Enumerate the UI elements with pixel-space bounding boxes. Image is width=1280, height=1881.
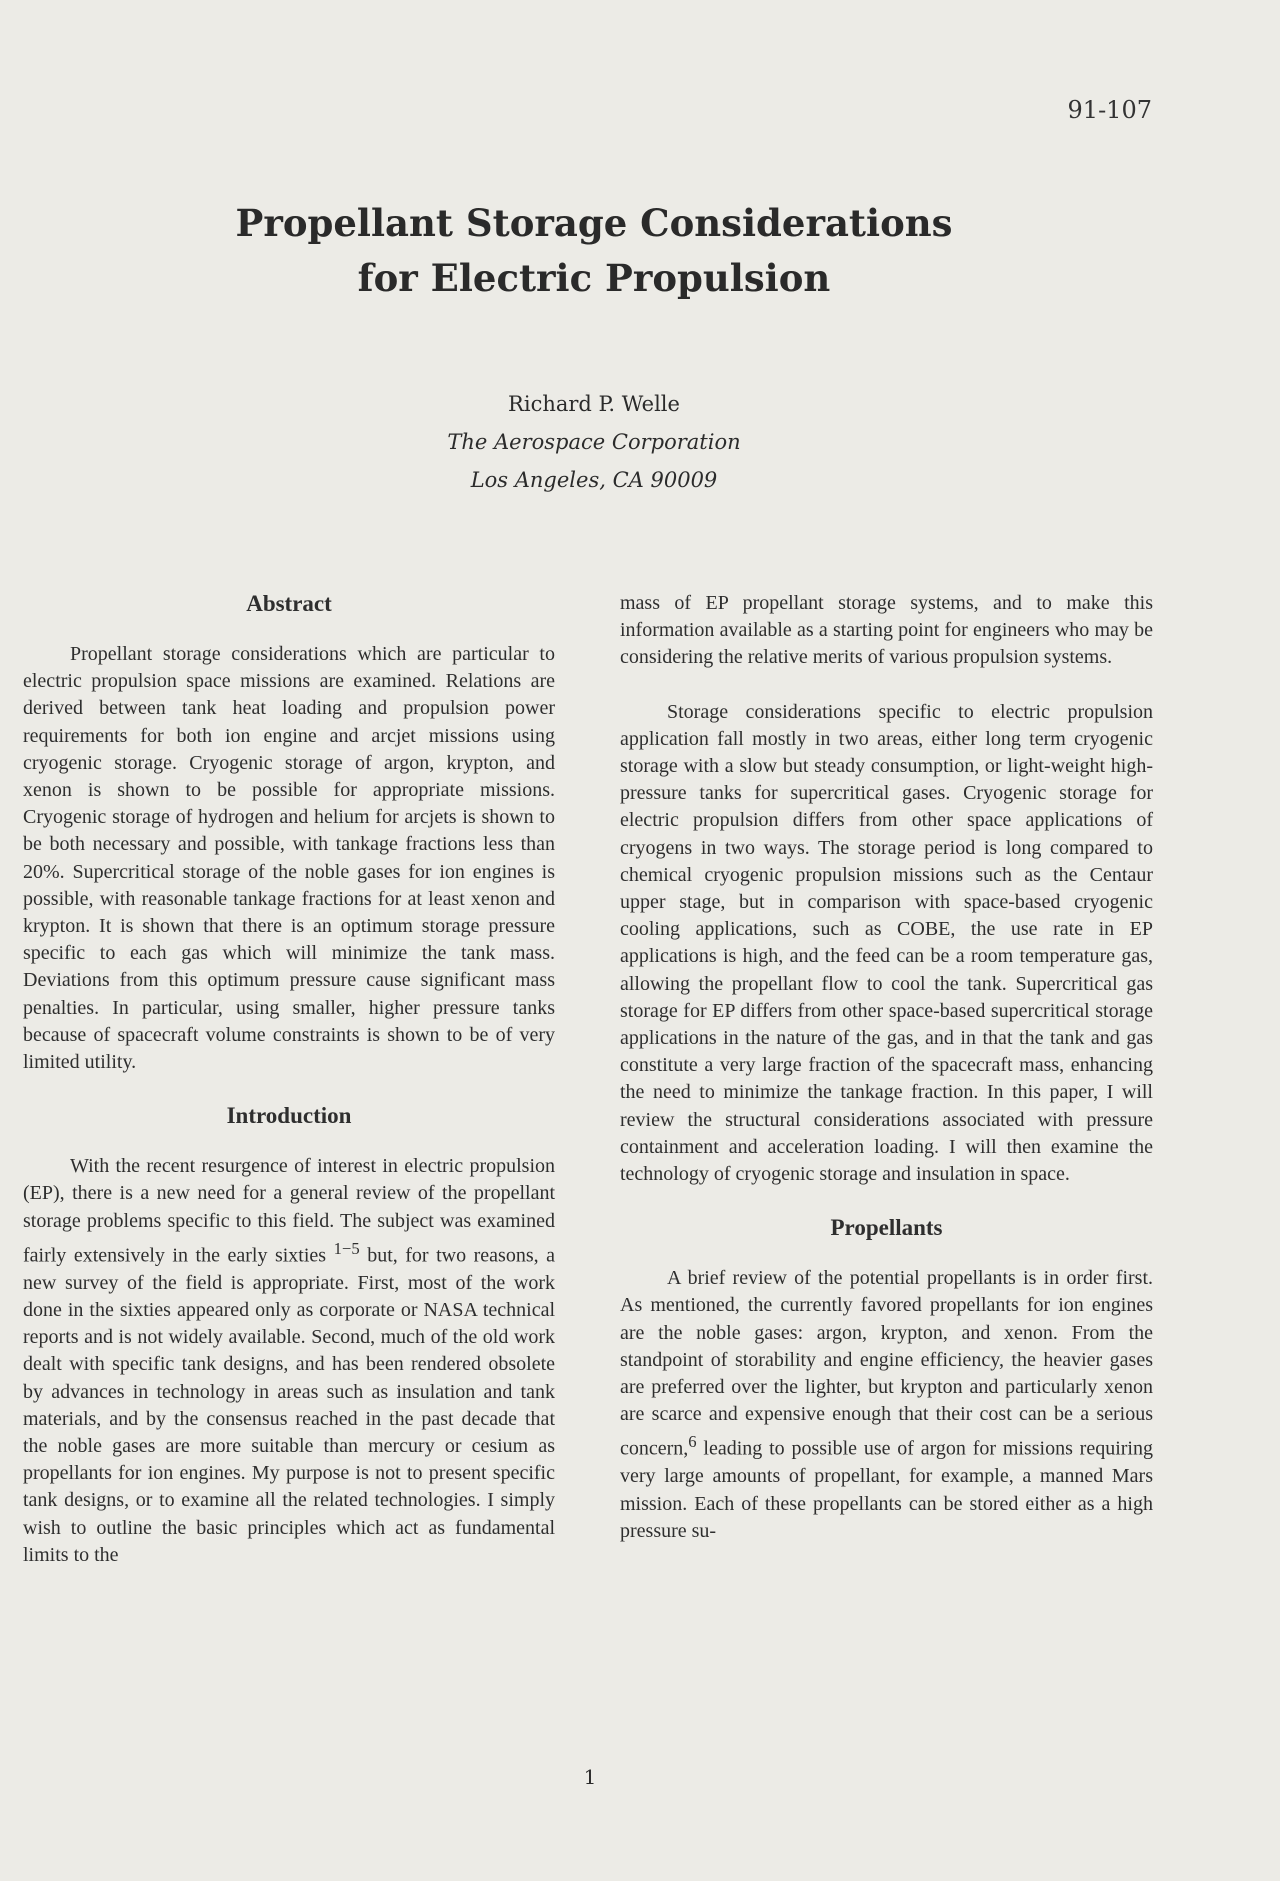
intro-p1-text-a: With the recent resurgence of interest in electric propulsion (EP), there is a new need for a general review of the propellant storage problems specific to this field. The subject was examined fairly extensively in the early sixties xyxy=(23,1155,555,1267)
author-block xyxy=(0,385,1188,499)
propellants-paragraph-1 xyxy=(620,1265,1153,1545)
title-line-2: for Electric Propulsion xyxy=(357,256,831,300)
intro-p1-text-b: but, for two reasons, a new survey of the field is appropriate. First, most of the work done in the sixties appeared only as corporate or NASA technical reports and is not widely available. Second, much of the old work dealt with specific tank designs, and has been rendered obsolete by advances in technology in areas such as insulation and tank materials, and by the consensus reached in the past decade that the noble gases are more suitable than mercury or cesium as propellants for ion engines. My purpose is not to present specific tank designs, or to examine all the related technologies. I simply wish to outline the basic principles which act as fundamental limits to the xyxy=(23,1244,556,1566)
paper-number: 91-107 xyxy=(1067,96,1152,124)
introduction-paragraph-2: Storage considerations specific to electric propulsion application fall mostly in two areas, either long term cryogenic storage with a slow but steady consumption, or light-weight high-pressure tanks for supercritical gases. Cryogenic storage for electric propulsion differs from other space applications of cryogens in two ways. The storage period is long compared to chemical cryogenic propulsion missions such as the Centaur upper stage, but in comparison with space-based cryogenic cooling applications, such as COBE, the use rate in EP applications is high, and the feed can be a room temperature gas, allowing the propellant flow to cool the tank. Supercritical gas storage for EP differs from other space-based supercritical storage applications in the nature of the gas, and in that the tank and gas constitute a very large fraction of the spacecraft mass, enhancing the need to minimize the tankage fraction. In this paper, I will review the structural considerations associated with pressure containment and acceleration loading. I will then examine the technology of cryogenic storage and insulation in space. xyxy=(620,700,1153,1186)
page-number: 1 xyxy=(583,1765,597,1789)
right-column xyxy=(620,590,1153,1545)
introduction-paragraph-1-continued: mass of EP propellant storage systems, and to make this information available as a starting point for engineers who may be considering the relative merits of various propulsion systems. xyxy=(620,592,1153,669)
left-column xyxy=(23,590,555,1569)
paper-title xyxy=(0,196,1188,306)
abstract-text: Propellant storage considerations which are particular to electric propulsion space missions are examined. Relations are derived between tank heat loading and propulsion power requirements for both ion engine and arcjet missions using cryogenic storage. Cryogenic storage of argon, krypton, and xenon is shown to be possible for appropriate missions. Cryogenic storage of hydrogen and helium for arcjets is shown to be both necessary and possible, with tankage fractions less than 20%. Supercritical storage of the noble gases for ion engines is possible, with reasonable tankage fractions for at least xenon and krypton. It is shown that there is an optimum storage pressure specific to each gas which will minimize the tank mass. Deviations from this optimum pressure cause significant mass penalties. In particular, using smaller, higher pressure tanks because of spacecraft volume constraints is shown to be of very limited utility. xyxy=(23,643,555,1074)
prop-p1-text-b: leading to possible use of argon for missions requiring very large amounts of propellant, for example, a manned Mars mission. Each of these propellants can be stored either as a high pressure su- xyxy=(620,1438,1153,1542)
prop-citation: 6 xyxy=(688,1432,697,1452)
author-organization: The Aerospace Corporation xyxy=(447,430,741,454)
abstract-heading: Abstract xyxy=(246,591,332,616)
title-line-1: Propellant Storage Considerations xyxy=(235,201,953,245)
introduction-heading: Introduction xyxy=(226,1103,352,1129)
propellants-heading: Propellants xyxy=(830,1215,943,1241)
author-location: Los Angeles, CA 90009 xyxy=(470,468,718,492)
prop-p1-text-a: A brief review of the potential propellants is in order first. As mentioned, the currently favored propellants for ion engines are the noble gases: argon, krypton, and xenon. From the standpoint of storability and engine efficiency, the heavier gases are preferred over the lighter, but krypton and particularly xenon are scarce and expensive enough that their cost can be a serious concern, xyxy=(620,1267,1153,1461)
intro-citation: 1−5 xyxy=(333,1238,360,1258)
author-name: Richard P. Welle xyxy=(508,392,680,416)
introduction-paragraph-1 xyxy=(23,1153,555,1569)
